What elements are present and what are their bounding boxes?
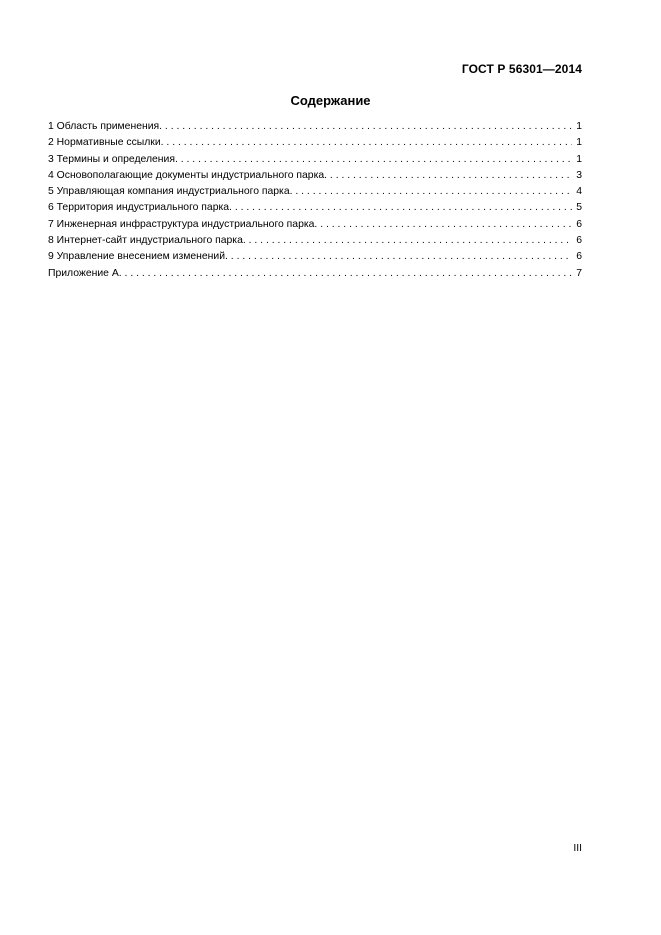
toc-item-normative-references[interactable] [48,135,582,151]
toc-dot-leader [324,168,572,184]
toc-item-label: 4 Основополагающие документы индустриального парка [48,169,325,181]
toc-item-terms-definitions[interactable] [48,152,582,168]
toc-item-management-company[interactable] [48,184,582,200]
toc-item-page: 1 [576,121,582,132]
toc-item-label: 9 Управление внесением изменений [48,251,226,263]
standard-id-header: ГОСТ Р 56301—2014 [461,62,582,76]
toc-item-label: 3 Термины и определения [48,153,175,165]
toc-dot-leader [175,152,572,168]
toc-item-label: 7 Инженерная инфраструктура индустриального парка [48,218,315,230]
toc-item-label: 5 Управляющая компания индустриального парка [48,186,290,198]
toc-item-appendix-a[interactable] [48,266,582,282]
toc-item-engineering-infrastructure[interactable] [48,217,582,233]
toc-title: Содержание [290,93,371,108]
toc-item-page: 1 [576,153,582,165]
page-number: III [573,843,582,854]
toc-item-label: Приложение А [48,267,119,279]
toc-item-page: 4 [576,186,582,198]
toc-item-label: 2 Нормативные ссылки [48,137,161,149]
toc-dot-leader [290,184,573,200]
toc-dot-leader [119,266,572,282]
toc-item-page: 6 [576,235,582,247]
toc-dot-leader [225,249,572,265]
table-of-contents [48,119,582,282]
toc-dot-leader [159,119,572,135]
toc-item-website[interactable] [48,233,582,249]
toc-dot-leader [314,217,572,233]
toc-item-page: 6 [576,218,582,230]
toc-item-page: 5 [576,202,582,214]
toc-item-page: 1 [576,137,582,149]
toc-dot-leader [161,135,573,151]
toc-item-page: 7 [576,267,582,279]
toc-item-label: 1 Область применения [48,121,160,132]
toc-item-territory[interactable] [48,200,582,216]
toc-item-scope[interactable] [48,119,582,135]
toc-item-label: 6 Территория индустриального парка [48,202,230,214]
toc-item-label: 8 Интернет-сайт индустриального парка [48,235,243,247]
toc-item-foundational-documents[interactable] [48,168,582,184]
toc-item-page: 6 [576,251,582,263]
toc-item-page: 3 [576,169,582,181]
toc-item-change-management[interactable] [48,249,582,265]
toc-dot-leader [229,200,572,216]
toc-dot-leader [243,233,572,249]
